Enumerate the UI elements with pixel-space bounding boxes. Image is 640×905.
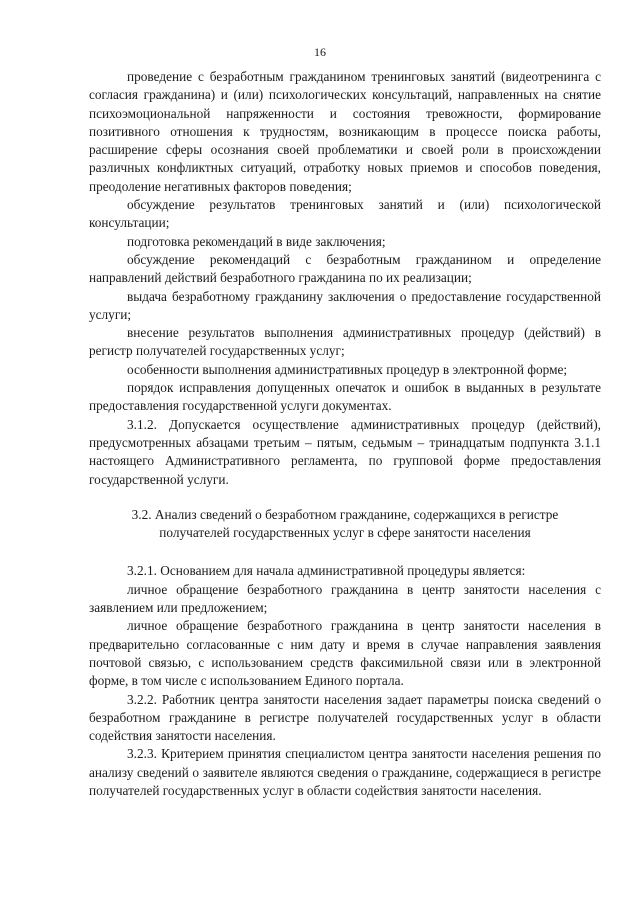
paragraph-3-2-2: 3.2.2. Работник центра занятости населения задает параметры поиска сведений о безработном гражданине в регистре получателей государственных услуг в области содействия занятости населения. [89, 691, 601, 744]
paragraph-3-2-1: 3.2.1. Основанием для начала административной процедуры является: [127, 563, 526, 579]
paragraph: внесение результатов выполнения административных процедур (действий) в регистр получателей государственных услуг; [89, 325, 601, 359]
document-body [89, 68, 601, 800]
paragraph: личное обращение безработного гражданина в центр занятости населения в предварительно согласованные с ним дату и время в случае направления заявления почтовой связью, с использованием средств факсимильной связи или в электронной форме, в том числе с использованием Единого портала. [89, 618, 601, 689]
paragraph: личное обращение безработного гражданина в центр занятости населения с заявлением или предложением; [89, 581, 601, 616]
page-number: 16 [314, 45, 326, 59]
paragraph: порядок исправления допущенных опечаток и ошибок в выданных в результате предоставления государственной услуги документах. [89, 380, 601, 414]
paragraph: особенности выполнения административных процедур в электронной форме; [127, 361, 568, 377]
paragraph: проведение с безработным гражданином тренинговых занятий (видеотренинга с согласия гражданина) и (или) психологических консультаций, направленных на снятие психоэмоциональной напряженности и состояния тревожности, формирование позитивного отношения к трудностям, возникающим в процессе поиска работы, расширение сферы осознания своей проблематики и своей роли в происхождении различных конфликтных ситуаций, отработку новых приемов и способов поведения, преодоление негативных факторов поведения; [89, 69, 601, 194]
paragraph: обсуждение результатов тренинговых занятий и (или) психологической консультации; [89, 197, 601, 231]
paragraph-3-2-3: 3.2.3. Критерием принятия специалистом центра занятости населения решения по анализу сведений о заявителе являются сведения о гражданине, содержащиеся в регистре получателей государственных услуг в области содействия занятости населения. [89, 746, 601, 798]
paragraph: выдача безработному гражданину заключения о предоставление государственной услуги; [89, 288, 601, 322]
paragraph: подготовка рекомендаций в виде заключения; [127, 233, 386, 249]
section-heading-3-2: 3.2. Анализ сведений о безработном гражданине, содержащихся в регистре получателей государственных услуг в сфере занятости населения [131, 506, 559, 541]
paragraph: обсуждение рекомендаций с безработным гражданином и определение направлений действий безработного гражданина по их реализации; [89, 251, 601, 286]
paragraph-3-1-2: 3.1.2. Допускается осуществление административных процедур (действий), предусмотренных абзацами третьим – пятым, седьмым – тринадцатым подпункта 3.1.1 настоящего Административного регламента, по групповой форме предоставления государственной услуги. [89, 416, 601, 487]
